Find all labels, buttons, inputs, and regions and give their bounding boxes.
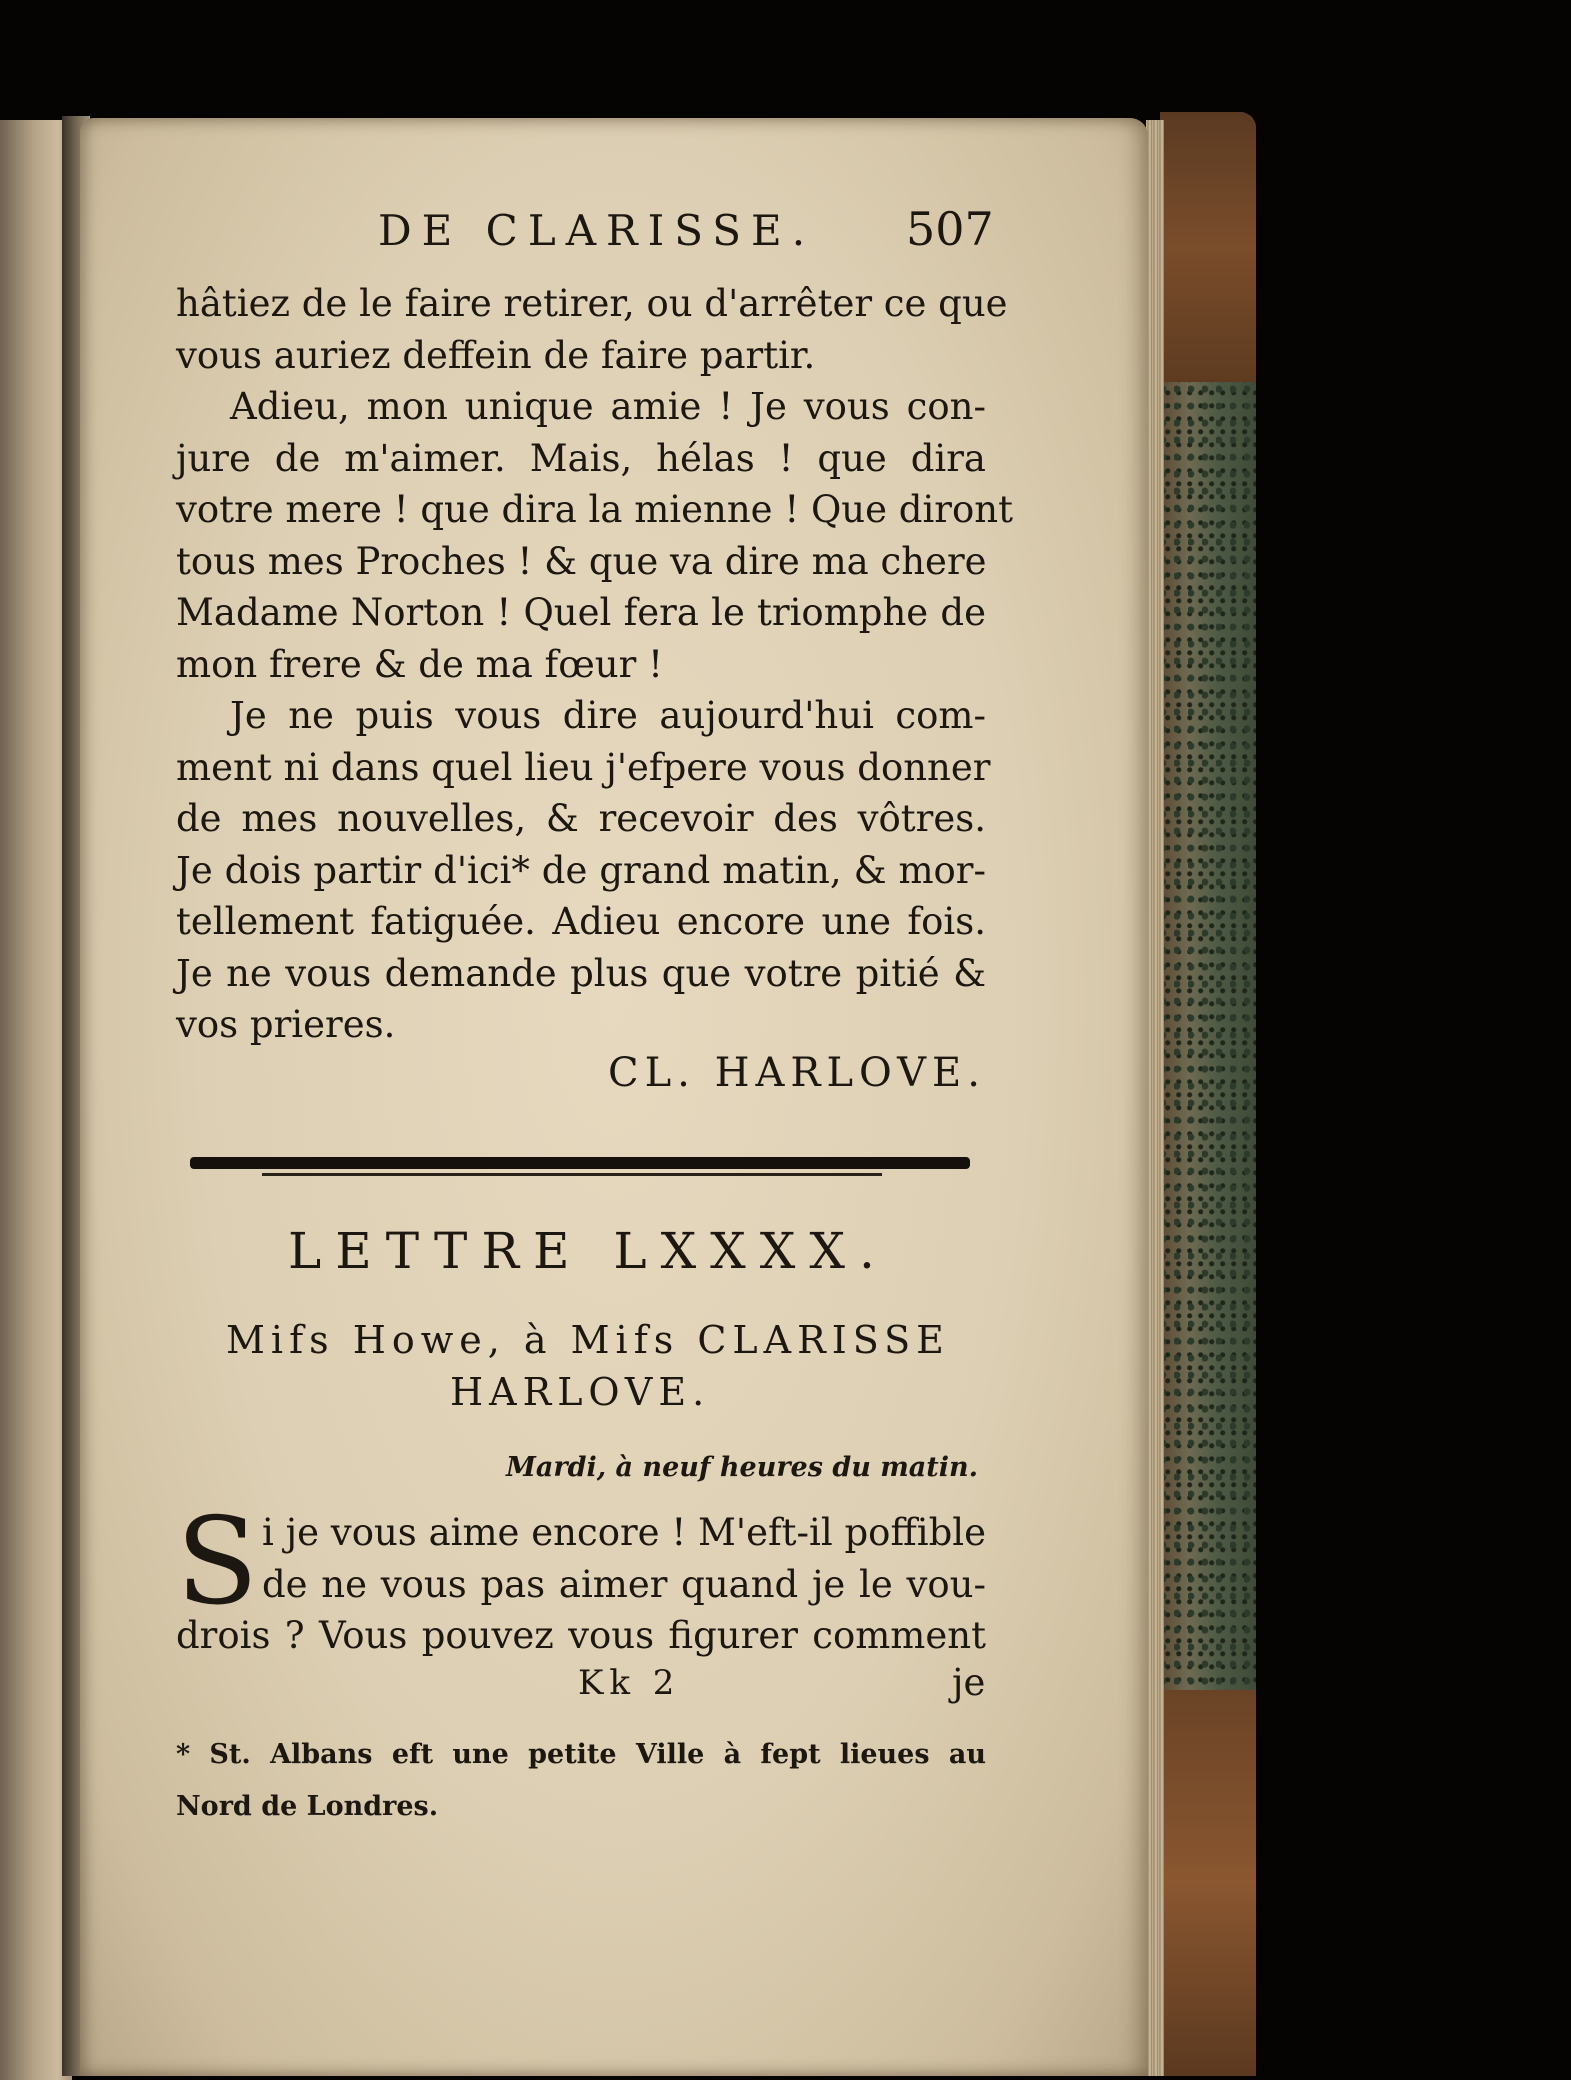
text-line: votre mere ! que dira la mienne ! Que diront <box>176 488 1013 531</box>
leather-corner-bottom <box>1160 1690 1256 2076</box>
footnote-line: Nord de Londres. <box>176 1790 439 1822</box>
letter-opening-continued <box>176 1610 986 1662</box>
catchword: je <box>952 1661 986 1704</box>
paragraph-continued <box>176 278 1008 381</box>
text-line: jure de m'aimer. Mais, hélas ! que dira <box>176 436 986 480</box>
text-line: vos prieres. <box>176 1003 396 1046</box>
paragraph-farewell <box>176 381 1013 690</box>
text-line: tellement fatiguée. Adieu encore une fois. <box>176 900 986 943</box>
addressee-line: HARLOVE. <box>450 1370 711 1414</box>
section-rule-thick <box>190 1157 970 1169</box>
page-block-edges <box>1146 120 1164 2076</box>
dateline: Mardi, à neuf heures du matin. <box>506 1452 979 1483</box>
letter-heading: LETTRE LXXXX. <box>288 1222 889 1280</box>
text-line: Je ne puis vous dire aujourd'hui com- <box>230 694 986 737</box>
text-line: Adieu, mon unique amie ! Je vous con- <box>230 385 986 428</box>
leather-corner-top <box>1160 112 1256 382</box>
footnote <box>176 1736 986 1839</box>
page-number: 507 <box>906 202 994 256</box>
text-line: Madame Norton ! Quel fera le triomphe de <box>176 591 986 634</box>
text-line: i je vous aime encore ! M'eft-il poffible <box>262 1511 986 1554</box>
text-line: de ne vous pas aimer quand je le vou- <box>262 1562 986 1606</box>
footnote-line: * St. Albans eft une petite Ville à fept lieues au <box>176 1739 986 1770</box>
text-line: de mes nouvelles, & recevoir des vôtres. <box>176 797 986 840</box>
signature-mark: Kk 2 <box>578 1663 681 1703</box>
text-line: vous auriez deffein de faire partir. <box>176 333 816 377</box>
letter-opening <box>262 1507 986 1610</box>
paragraph-departure <box>176 690 991 1051</box>
text-line: drois ? Vous pouvez vous figurer comment <box>176 1614 986 1657</box>
addressee-line: Mifs Howe, à Mifs CLARISSE <box>226 1318 950 1362</box>
text-line: Je dois partir d'ici* de grand matin, & mor- <box>176 848 986 892</box>
drop-cap: S <box>176 1493 259 1632</box>
running-head: DE CLARISSE. <box>378 206 816 255</box>
text-line: hâtiez de le faire retirer, ou d'arrêter ce que <box>176 282 1008 325</box>
letter-signature: CL. HARLOVE. <box>608 1050 986 1096</box>
text-line: ment ni dans quel lieu j'efpere vous donner <box>176 745 991 789</box>
text-line: mon frere & de ma fœur ! <box>176 642 663 686</box>
text-line: Je ne vous demande plus que votre pitié & <box>176 951 986 995</box>
section-rule-thin <box>262 1173 882 1176</box>
text-line: tous mes Proches ! & que va dire ma chere <box>176 539 987 583</box>
